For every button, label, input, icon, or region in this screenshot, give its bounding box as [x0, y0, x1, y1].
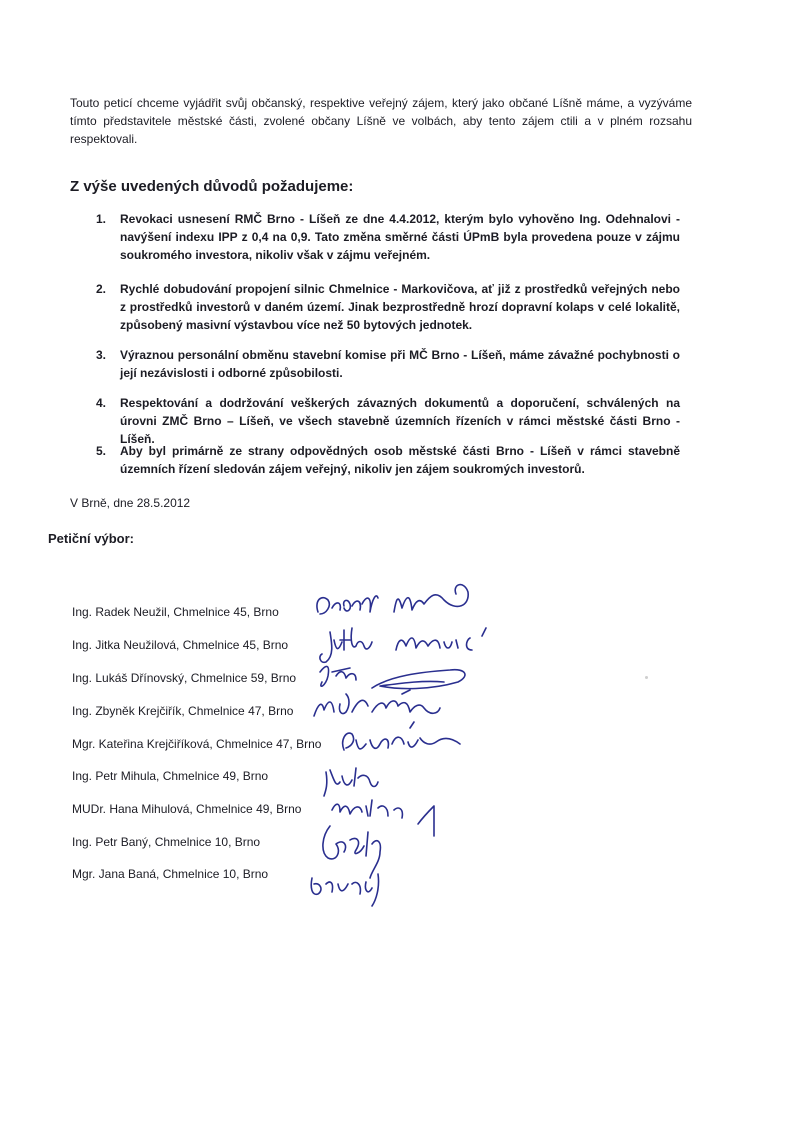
signature-1	[317, 585, 468, 614]
signature-5	[343, 722, 460, 750]
signature-4	[314, 690, 440, 716]
committee-member: Ing. Lukáš Dřínovský, Chmelnice 59, Brno	[72, 671, 297, 685]
committee-member: Ing. Radek Neužil, Chmelnice 45, Brno	[72, 605, 279, 619]
committee-title: Petiční výbor:	[48, 531, 134, 546]
signature-9	[311, 874, 378, 906]
demand-text: Výraznou personální obměnu stavební komise při MČ Brno - Líšeň, máme závažné pochybnosti o její nezávislosti i odborné způsobilosti.	[120, 348, 680, 380]
demand-text: Respektování a dodržování veškerých závazných dokumentů a doporučení, schválených na úrovni ZMČ Brno – Líšeň, ve všech stavebně územních řízeních v rámci městské části Brno - Líšeň.	[120, 396, 680, 446]
demands-heading: Z výše uvedených důvodů požadujeme:	[70, 178, 354, 195]
signature-7	[332, 800, 434, 836]
committee-member: Ing. Petr Mihula, Chmelnice 49, Brno	[72, 769, 269, 783]
demand-number: 4.	[96, 396, 107, 410]
demand-text: Rychlé dobudování propojení silnic Chmelnice - Markovičova, ať již z prostředků veřejných nebo z prostředků investorů v daném území. Jinak bezprostředně hrozí dopravní kolaps v celé lokalitě, způsobený masivní výstavbou více než 50 bytových jednotek.	[120, 282, 680, 332]
demand-number: 3.	[96, 348, 107, 362]
demand-text: Revokaci usnesení RMČ Brno - Líšeň ze dne 4.4.2012, kterým bylo vyhověno Ing. Odehnalovi - navýšení indexu IPP z 0,4 na 0,9. Tato změna směrné části ÚPmB byla provedena pouze v zájmu soukromého investora, nikoliv však v zájmu veřejném.	[120, 212, 680, 262]
signature-8	[323, 826, 380, 878]
signature-6	[324, 768, 378, 796]
demand-number: 5.	[96, 444, 107, 458]
demand-text: Aby byl primárně ze strany odpovědných osob městské části Brno - Líšeň v rámci stavebně územních řízení sledován zájem veřejný, nikoliv jen zájem soukromých investorů.	[120, 444, 680, 476]
intro-paragraph: Touto peticí chceme vyjádřit svůj občanský, respektive veřejný zájem, který jako občané Líšně máme, a vyzýváme tímto představitele městské části, zvolené občany Líšně ve volbách, aby tento zájem ctili a v plném rozsahu respektovali.	[70, 96, 692, 146]
committee-member: Mgr. Kateřina Krejčiříková, Chmelnice 47, Brno	[72, 737, 322, 751]
scan-speck	[645, 676, 648, 679]
signature-3	[320, 666, 465, 688]
place-date: V Brně, dne 28.5.2012	[70, 496, 191, 510]
committee-member: Ing. Jitka Neužilová, Chmelnice 45, Brno	[72, 638, 289, 652]
committee-member: Ing. Petr Baný, Chmelnice 10, Brno	[72, 835, 261, 849]
committee-member: MUDr. Hana Mihulová, Chmelnice 49, Brno	[72, 802, 302, 816]
demand-number: 1.	[96, 212, 107, 226]
demand-number: 2.	[96, 282, 107, 296]
committee-member: Mgr. Jana Baná, Chmelnice 10, Brno	[72, 867, 269, 881]
signature-2	[320, 628, 486, 662]
committee-member: Ing. Zbyněk Krejčiřík, Chmelnice 47, Brno	[72, 704, 294, 718]
